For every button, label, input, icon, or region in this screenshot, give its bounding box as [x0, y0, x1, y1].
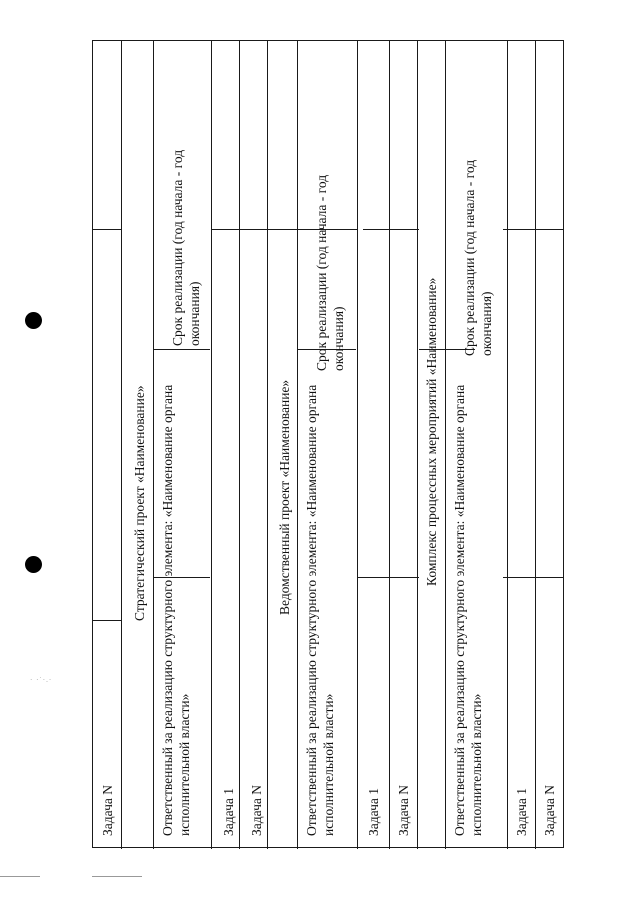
task-label: Задача N	[542, 785, 557, 836]
row-line	[297, 41, 298, 849]
period-label: Срок реализации (год начала - год окончания)	[314, 174, 346, 371]
row-divider	[363, 229, 419, 230]
page-edge-line-left	[0, 876, 40, 877]
row-divider	[503, 577, 563, 578]
responsible-label: Ответственный за реализацию структурного элемента: «Наименование органа исполнительной власти»	[160, 384, 192, 836]
page-edge-line-right	[92, 876, 142, 877]
row-divider	[357, 577, 419, 578]
row-line	[535, 41, 536, 849]
period-label: Срок реализации (год начала - год окончания)	[170, 149, 202, 346]
row-line	[417, 41, 418, 849]
responsible-label: Ответственный за реализацию структурного элемента: «Наименование органа исполнительной власти»	[304, 384, 336, 836]
task-label: Задача N	[249, 785, 264, 836]
task-label: Задача 1	[221, 788, 236, 836]
row-line	[357, 41, 358, 849]
section-title-departmental: Ведомственный проект «Наименование»	[277, 379, 292, 615]
task-label: Задача 1	[366, 788, 381, 836]
scan-specks: · ·˙·.·	[30, 676, 53, 684]
row-divider	[93, 620, 121, 621]
row-line	[267, 41, 268, 849]
row-line	[153, 41, 154, 849]
row-line	[389, 41, 390, 849]
task-label: Задача 1	[514, 788, 529, 836]
task-label: Задача N	[396, 785, 411, 836]
task-label: Задача N	[100, 785, 115, 836]
row-divider	[154, 349, 210, 350]
section-title-strategic: Стратегический проект «Наименование»	[132, 385, 147, 621]
row-divider	[503, 229, 563, 230]
section-title-process: Комплекс процессных мероприятий «Наименование»	[424, 277, 439, 586]
period-label: Срок реализации (год начала - год окончания)	[462, 159, 494, 356]
row-line	[507, 41, 508, 849]
row-divider	[93, 229, 121, 230]
structural-elements-table	[92, 40, 564, 848]
punch-hole-bottom	[25, 556, 42, 573]
responsible-label: Ответственный за реализацию структурного элемента: «Наименование органа исполнительной власти»	[452, 384, 484, 836]
row-divider	[211, 229, 297, 230]
row-line	[211, 41, 212, 849]
punch-hole-top	[25, 312, 42, 329]
row-line	[445, 41, 446, 849]
row-line	[121, 41, 122, 849]
row-line	[239, 41, 240, 849]
